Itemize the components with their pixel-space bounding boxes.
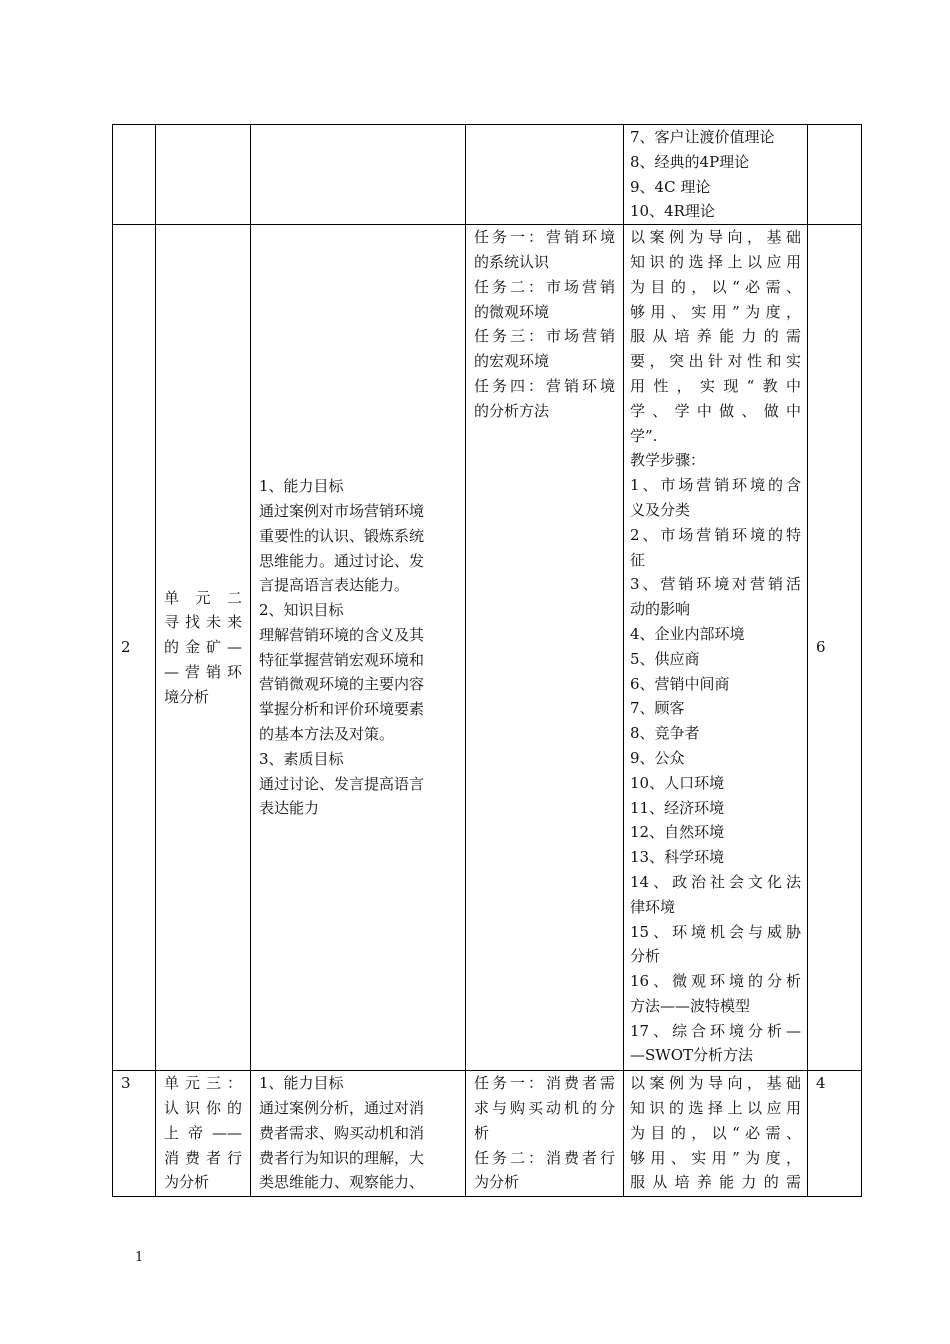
goal-line: 费者行为知识的理解，大 <box>259 1148 425 1167</box>
table-row <box>113 125 862 225</box>
content-line: 12、自然环境 <box>630 823 725 842</box>
hours-cell <box>808 125 862 225</box>
content-line: 为目的，以“必需、 <box>630 1123 801 1142</box>
task-line: 的微观环境 <box>474 302 550 321</box>
content-line: 17、综合环境分析— <box>630 1021 801 1040</box>
goal-line: 2、知识目标 <box>259 601 344 620</box>
unit-line: 为分析 <box>164 1173 210 1192</box>
hours-value: 6 <box>816 638 826 657</box>
goal-line: 通过案例对市场营销环境 <box>259 501 425 520</box>
goal-line: 通过讨论、发言提高语言 <box>259 774 425 793</box>
goal-cell <box>251 1071 466 1197</box>
page-number: 1 <box>135 1250 144 1265</box>
task-line: 任务二：消费者行 <box>474 1148 615 1167</box>
content-cell <box>624 1071 808 1197</box>
content-line: 14、政治社会文化法 <box>630 872 801 891</box>
task-cell <box>466 1071 624 1197</box>
goal-cell <box>251 225 466 1071</box>
task-line: 的分析方法 <box>474 401 550 420</box>
goal-line: 理解营销环境的含义及其 <box>259 625 425 644</box>
goal-line: 1、能力目标 <box>259 477 344 496</box>
content-line: 7、客户让渡价值理论 <box>630 128 775 146</box>
content-line: 用性，实现“教中 <box>630 376 801 395</box>
content-line: 7、顾客 <box>630 699 685 718</box>
unit-line: 认识你的 <box>164 1098 242 1117</box>
goal-line: 掌握分析和评价环境要素 <box>259 700 425 719</box>
content-line: 16、微观环境的分析 <box>630 972 801 991</box>
unit-cell <box>156 125 251 225</box>
content-line: 够用、实用”为度， <box>630 1148 801 1167</box>
content-line: 要，突出针对性和实 <box>630 352 801 371</box>
content-line: 够用、实用”为度， <box>630 302 801 321</box>
row-number: 2 <box>121 638 131 657</box>
content-line: 9、4C 理论 <box>630 177 711 196</box>
row-number: 3 <box>121 1074 131 1093</box>
content-line: 5、供应商 <box>630 649 700 668</box>
content-line: 11、经济环境 <box>630 798 725 817</box>
content-line: 征 <box>630 550 646 569</box>
content-line: 3、营销环境对营销活 <box>630 575 801 594</box>
content-line: 服从培养能力的需 <box>630 327 801 346</box>
content-line: —SWOT分析方法 <box>630 1046 753 1065</box>
unit-line: 单 元 二 <box>164 588 242 607</box>
content-line: 1、市场营销环境的含 <box>630 476 801 495</box>
content-line: 教学步骤： <box>630 451 706 470</box>
content-line: 学、学中做、做中 <box>630 401 801 420</box>
content-line: 为目的，以“必需、 <box>630 277 801 296</box>
content-line: 4、企业内部环境 <box>630 624 745 643</box>
goal-line: 通过案例分析，通过对消 <box>259 1098 425 1117</box>
task-line: 析 <box>474 1123 490 1142</box>
task-cell <box>466 225 624 1071</box>
content-line: 8、经典的4P理论 <box>630 152 750 171</box>
hours-cell <box>808 225 862 1071</box>
unit-line: 境分析 <box>164 687 210 706</box>
content-line: 以案例为导向，基础 <box>630 228 801 247</box>
content-line: 15、环境机会与威胁 <box>630 922 801 941</box>
task-line: 任务一：营销环境 <box>474 228 615 247</box>
content-line: 2、市场营销环境的特 <box>630 525 801 544</box>
curriculum-table <box>112 124 862 1197</box>
table-row <box>113 1071 862 1197</box>
content-line: 10、4R理论 <box>630 202 715 221</box>
unit-line: 上帝—— <box>164 1123 242 1142</box>
task-line: 任务一：消费者需 <box>474 1074 615 1093</box>
table-row <box>113 225 862 1071</box>
content-line: 8、竞争者 <box>630 724 700 743</box>
content-line: 10、人口环境 <box>630 773 725 792</box>
row-number-cell <box>113 225 156 1071</box>
unit-line: —营销环 <box>164 663 242 682</box>
goal-line: 的基本方法及对策。 <box>259 725 395 744</box>
goal-line: 表达能力 <box>259 799 320 818</box>
task-cell <box>466 125 624 225</box>
row-number-cell <box>113 1071 156 1197</box>
task-line: 的宏观环境 <box>474 352 550 371</box>
unit-line: 的金矿— <box>164 638 242 657</box>
hours-value: 4 <box>816 1074 826 1093</box>
goal-cell <box>251 125 466 225</box>
goal-line: 言提高语言表达能力。 <box>259 576 410 595</box>
goal-line: 思维能力。通过讨论、发 <box>259 551 425 570</box>
goal-line: 重要性的认识、锻炼系统 <box>259 526 425 545</box>
unit-line: 消费者行 <box>164 1148 242 1167</box>
content-line: 方法——波特模型 <box>630 996 751 1015</box>
task-line: 为分析 <box>474 1173 520 1192</box>
unit-line: 寻找未来 <box>164 613 242 632</box>
task-line: 任务三：市场营销 <box>474 327 615 346</box>
hours-cell <box>808 1071 862 1197</box>
goal-line: 3、素质目标 <box>259 749 344 768</box>
content-line: 9、公众 <box>630 748 685 767</box>
content-line: 律环境 <box>630 897 676 916</box>
goal-line: 类思维能力、观察能力、 <box>259 1173 425 1192</box>
content-line: 动的影响 <box>630 600 691 619</box>
goal-line: 营销微观环境的主要内容 <box>259 675 425 694</box>
content-cell <box>624 125 808 225</box>
content-line: 13、科学环境 <box>630 848 725 867</box>
content-cell <box>624 225 808 1071</box>
task-line: 任务四：营销环境 <box>474 376 615 395</box>
content-line: 以案例为导向，基础 <box>630 1074 801 1093</box>
unit-line: 单元三： <box>164 1074 242 1093</box>
row-number-cell <box>113 125 156 225</box>
goal-line: 特征掌握营销宏观环境和 <box>259 650 425 669</box>
content-line: 6、营销中间商 <box>630 674 730 693</box>
content-line: 学”. <box>630 426 658 445</box>
goal-line: 1、能力目标 <box>259 1074 344 1093</box>
task-line: 求与购买动机的分 <box>474 1098 615 1117</box>
task-line: 的系统认识 <box>474 252 550 271</box>
content-line: 知识的选择上以应用 <box>630 1098 801 1117</box>
content-line: 服从培养能力的需 <box>630 1173 801 1192</box>
content-line: 知识的选择上以应用 <box>630 252 801 271</box>
content-line: 义及分类 <box>630 500 691 519</box>
unit-cell <box>156 1071 251 1197</box>
task-line: 任务二：市场营销 <box>474 277 615 296</box>
content-line: 分析 <box>630 947 661 966</box>
unit-cell <box>156 225 251 1071</box>
goal-line: 费者需求、购买动机和消 <box>259 1123 425 1142</box>
